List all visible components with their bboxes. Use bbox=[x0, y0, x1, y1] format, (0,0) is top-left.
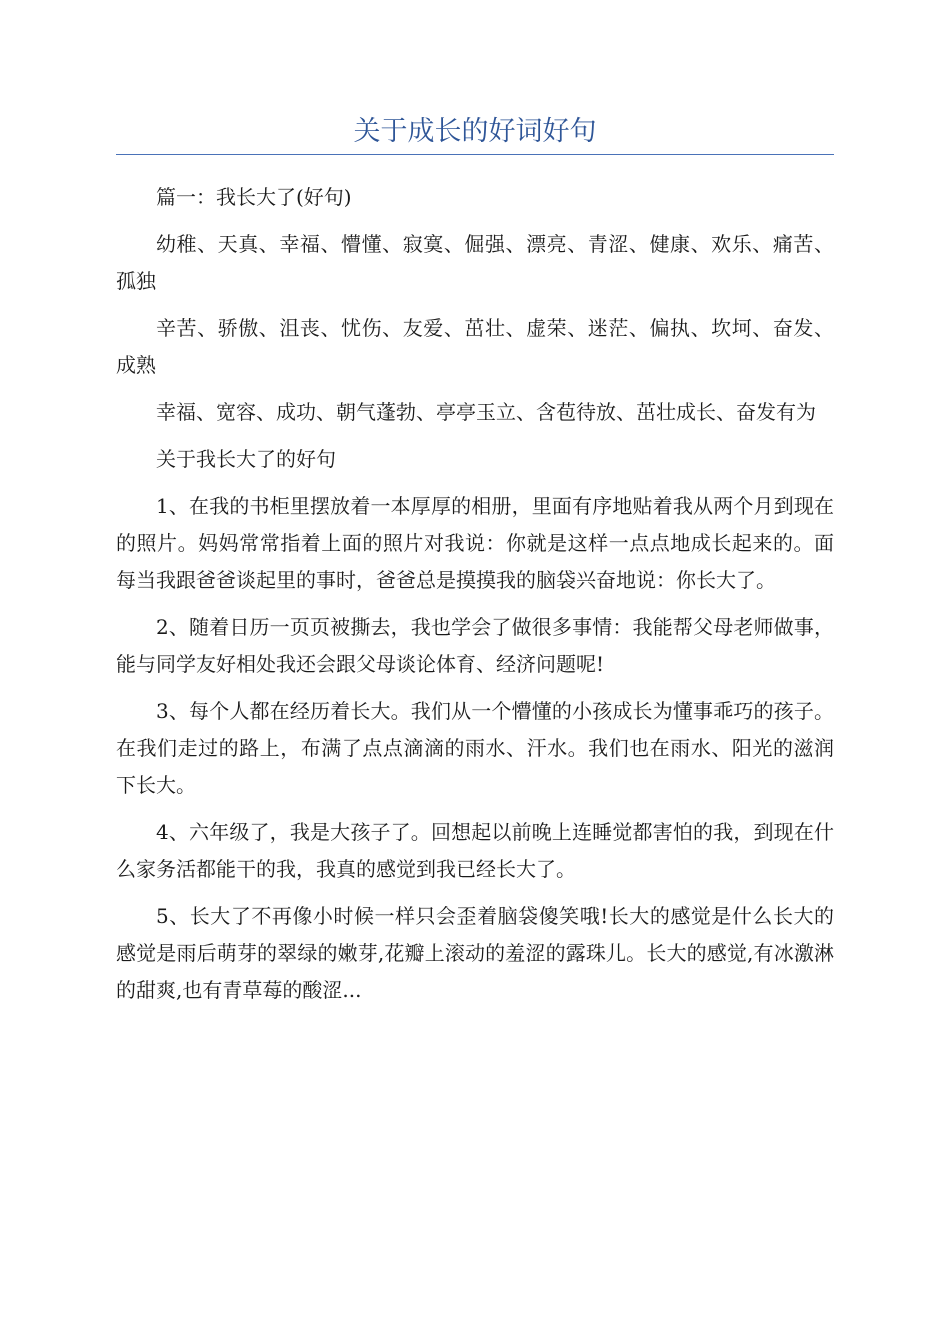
sentence-paragraph: 2、随着日历一页页被撕去，我也学会了做很多事情：我能帮父母老师做事，能与同学友好相处我还会跟父母谈论体育、经济问题呢! bbox=[116, 615, 834, 676]
subsection-heading: 关于我长大了的好句 bbox=[156, 447, 336, 471]
word-list-paragraph: 幸福、宽容、成功、朝气蓬勃、亭亭玉立、含苞待放、茁壮成长、奋发有为 bbox=[156, 400, 816, 424]
sentence-paragraph: 1、在我的书柜里摆放着一本厚厚的相册，里面有序地贴着我从两个月到现在的照片。妈妈常常指着上面的照片对我说：你就是这样一点点地成长起来的。面每当我跟爸爸谈起里的事时，爸爸总是摸摸我的脑袋兴奋地说：你长大了。 bbox=[116, 494, 834, 592]
document-title: 关于成长的好词好句 bbox=[353, 116, 597, 147]
sentence-paragraph: 4、六年级了，我是大孩子了。回想起以前晚上连睡觉都害怕的我，到现在什么家务活都能干的我，我真的感觉到我已经长大了。 bbox=[116, 820, 834, 881]
word-list-paragraph: 幼稚、天真、幸福、懵懂、寂寞、倔强、漂亮、青涩、健康、欢乐、痛苦、孤独 bbox=[116, 232, 834, 293]
section-heading: 篇一：我长大了(好句) bbox=[156, 185, 352, 209]
document-page bbox=[116, 112, 834, 1019]
word-list-paragraph: 辛苦、骄傲、沮丧、忧伤、友爱、茁壮、虚荣、迷茫、偏执、坎坷、奋发、成熟 bbox=[116, 316, 834, 377]
sentence-paragraph: 5、长大了不再像小时候一样只会歪着脑袋傻笑哦!长大的感觉是什么长大的感觉是雨后萌芽的翠绿的嫩芽,花瓣上滚动的羞涩的露珠儿。长大的感觉,有冰激淋的甜爽,也有青草莓的酸涩... bbox=[116, 904, 834, 1002]
title-underline bbox=[116, 154, 834, 155]
sentence-paragraph: 3、每个人都在经历着长大。我们从一个懵懂的小孩成长为懂事乖巧的孩子。在我们走过的路上，布满了点点滴滴的雨水、汗水。我们也在雨水、阳光的滋润下长大。 bbox=[116, 699, 834, 797]
